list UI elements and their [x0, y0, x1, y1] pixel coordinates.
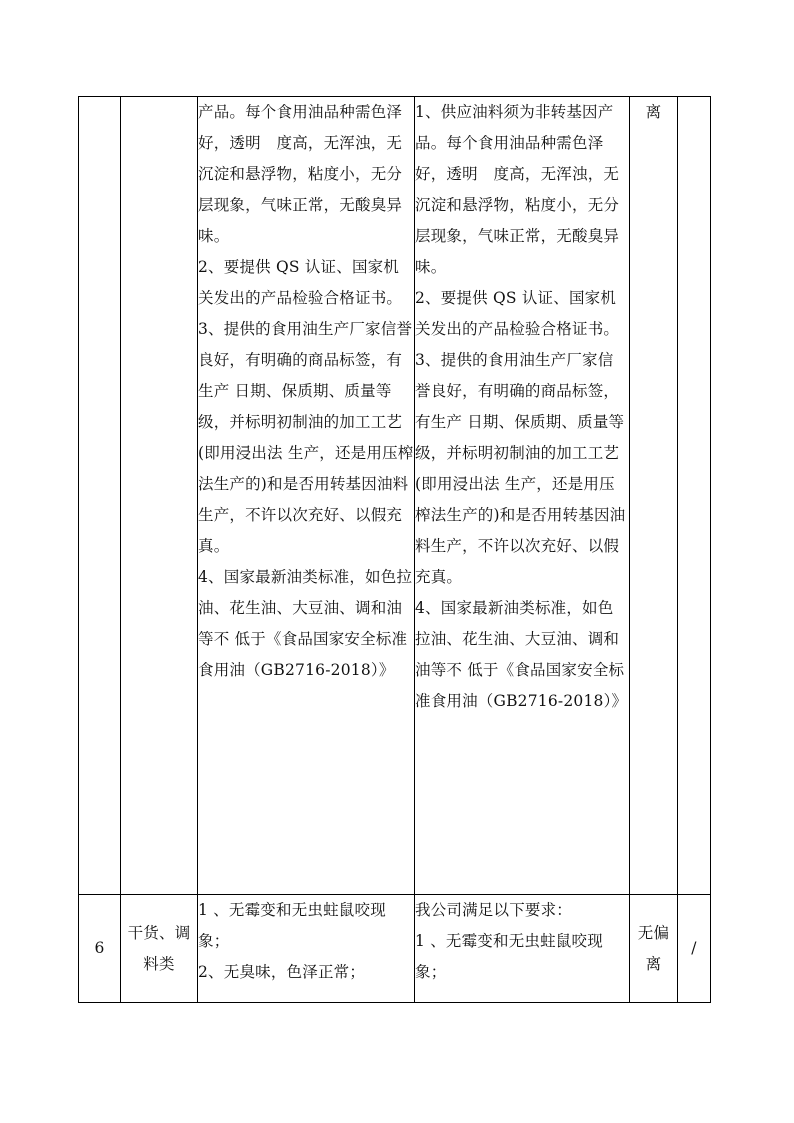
requirement-item: 2、要提供 QS 认证、国家机关发出的产品检验合格证书。: [198, 258, 403, 307]
requirement-cell: [198, 97, 415, 895]
response-item: 我公司满足以下要求：: [415, 901, 573, 919]
response-item: 3、提供的食用油生产厂家信誉良好，有明确的商品标签，有生产 日期、保质期、质量等级，并标明初制油的加工工艺(即用浸出法 生产，还是用压榨法生产的)和是否用转基因油料生产，不许以次充好、以假充真。: [415, 351, 626, 586]
response-item: 1 、无霉变和无虫蛀鼠咬现象；: [415, 932, 603, 981]
deviation-cell: 无偏离: [630, 895, 678, 1003]
index-cell: 6: [79, 895, 121, 1003]
deviation-cell: 离: [630, 97, 678, 895]
remark-cell: /: [678, 895, 711, 1003]
index-cell: [79, 97, 121, 895]
requirement-item: 1 、无霉变和无虫蛀鼠咬现象；: [198, 901, 386, 950]
response-cell: [415, 97, 630, 895]
table-row: [79, 895, 711, 1003]
response-item: 4、国家最新油类标准，如色拉油、花生油、大豆油、调和油等不 低于《食品国家安全标准食用油（GB2716-2018）》: [415, 599, 628, 710]
requirement-item: 2、无臭味，色泽正常；: [198, 963, 366, 981]
spec-compliance-table: [78, 96, 711, 1003]
response-item: 1、供应油料须为非转基因产品。每个食用油品种需色泽好，透明 度高，无浑浊，无沉淀和悬浮物，粘度小，无分层现象，气味正常，无酸臭异味。: [415, 103, 620, 276]
category-cell: [121, 97, 198, 895]
requirement-item: 4、国家最新油类标准，如色拉油、花生油、大豆油、调和油等不 低于《食品国家安全标准食用油（GB2716-2018）》: [198, 568, 413, 679]
requirement-cell: [198, 895, 415, 1003]
requirement-item: 3、提供的食用油生产厂家信誉良好，有明确的商品标签，有生产 日期、保质期、质量等级，并标明初制油的加工工艺(即用浸出法 生产，还是用压榨法生产的)和是否用转基因油料生产，不许以次充好、以假充真。: [198, 320, 414, 555]
response-item: 2、要提供 QS 认证、国家机关发出的产品检验合格证书。: [415, 289, 620, 338]
response-cell: [415, 895, 630, 1003]
table-row: [79, 97, 711, 895]
category-cell: 干货、调料类: [121, 895, 198, 1003]
requirement-item: 产品。每个食用油品种需色泽好，透明 度高，无浑浊，无沉淀和悬浮物，粘度小，无分层现象，气味正常，无酸臭异味。: [198, 103, 403, 245]
remark-cell: [678, 97, 711, 895]
